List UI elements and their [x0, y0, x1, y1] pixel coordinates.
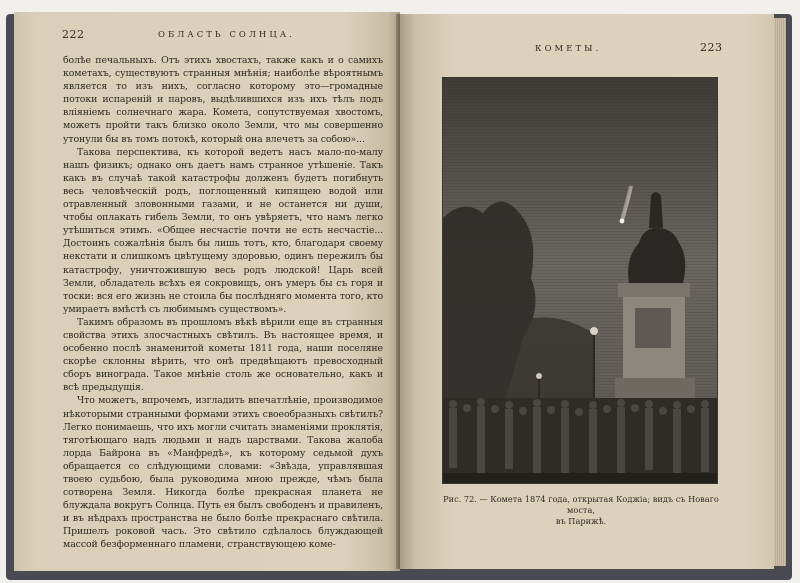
caption-line: въ Парижѣ.	[555, 516, 607, 526]
right-page	[400, 14, 774, 569]
running-head: ОБЛАСТЬ СОЛНЦА.	[158, 30, 295, 40]
paragraph: Такова перспектива, къ которой ведетъ насъ мало-по-малу нашъ физикъ; однако онъ даетъ намъ странное утѣшеніе. Такъ какъ въ случаѣ такой катастрофы долженъ будетъ погибнуть весь человѣческій родъ, поглощенный кипящею водой или отравленный зловонными газами, и не останется ни души, чтобы оплакать гибель Земли, то онъ увѣряетъ, что намъ легко утѣшиться этимъ. «Общее несчастіе почти не есть несчастіе... Достоинъ сожалѣнія былъ бы лишь тотъ, кто, благодаря своему некстати и слишкомъ цвѣтущему здоровью, одинъ пережилъ бы катастрофу, уничтожившую весь родъ людской! Царь всей Земли, обладатель всѣхъ ея сокровищъ, онъ умеръ бы съ горя и тоски: вся его жизнь не стоила бы послѣдняго момента того, кто умираетъ вмѣстѣ съ любимымъ существомъ».	[63, 146, 383, 315]
lamp-post	[593, 333, 595, 403]
page-number: 223	[700, 41, 723, 54]
paragraph: Такимъ образомъ въ прошломъ вѣкѣ вѣрили еще въ странныя свойства этихъ злосчастныхъ свѣтилъ. Въ настоящее время, и особенно послѣ знаменитой кометы 1811 года, наши поселяне скорѣе склонны вѣрить, что онѣ предвѣщаютъ превосходный сборъ винограда. Такое мнѣніе столь же основательно, какъ и всѣ предыдущія.	[63, 316, 383, 394]
page-number: 222	[62, 28, 85, 41]
caption-line: Рис. 72. — Комета 1874 года, открытая Коджіа; видъ съ Новаго моста,	[443, 494, 719, 515]
paragraph: Что можетъ, впрочемъ, изгладить впечатлѣніе, производимое нѣкоторыми странными формами этихъ своеобразныхъ свѣтилъ? Легко понимаешь, что ихъ могли считать знаменіями проклятія, тяготѣющаго надъ людьми и надъ царствами. Такова жалоба лорда Байрона въ «Манфредѣ», къ которому седьмой духъ обращается со слѣдующими словами: «Звѣзда, управлявшая твоею судьбою, была руководима мною прежде, чѣмъ была сотворена Земля. Никогда болѣе прекрасная планета не блуждала вокругъ Солнца. Путь ея былъ свободенъ и правиленъ, и въ нѣдрахъ пространства не было болѣе прекраснаго свѣтила. Пришелъ роковой часъ. Это свѣтило сдѣлалось блуждающей массой безформеннаго пламени, странствующею коме-	[63, 395, 383, 551]
body-text	[63, 54, 383, 552]
engraving-illustration	[443, 78, 717, 483]
figure-caption	[438, 494, 724, 527]
left-page	[14, 12, 400, 571]
comet-head	[620, 219, 625, 224]
running-head: КОМЕТЫ.	[535, 44, 602, 54]
paragraph: болѣе печальныхъ. Отъ этихъ хвостахъ, также какъ и о самихъ кометахъ, существуютъ странныя мнѣнія; наиболѣе вѣроятнымъ является то изъ нихъ, согласно которому это—громадные потоки испареній и паровъ, выдѣлившихся изъ ихъ тѣлъ подъ вліяніемъ солнечнаго жара. Комета, сопутствуемая хвостомъ, можетъ пройти такъ близко около Земли, что мы совершенно утонули бы въ томъ потокѣ, который она влечетъ за собою»...	[63, 55, 383, 145]
comet-engraving	[442, 77, 718, 484]
monument-relief	[635, 308, 671, 348]
page-edges	[774, 18, 786, 566]
